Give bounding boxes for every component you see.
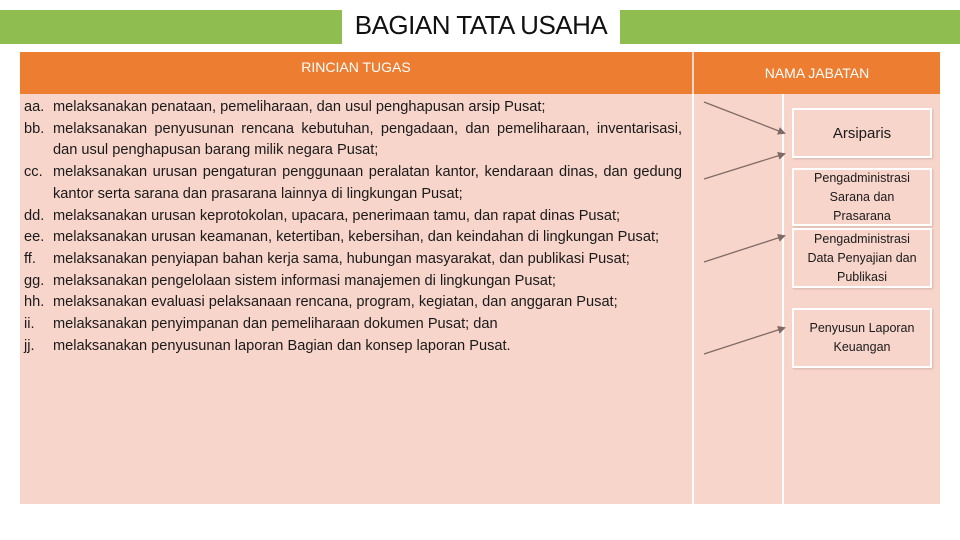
header-positions	[694, 52, 940, 94]
task-label: ee.	[24, 229, 45, 246]
list-item	[24, 162, 682, 205]
list-item	[24, 227, 682, 249]
position-label: Arsiparis	[832, 124, 892, 142]
task-label: aa.	[24, 99, 45, 115]
position-box-arsiparis	[792, 108, 932, 158]
task-label: ff.	[24, 250, 36, 267]
connector-arrows	[700, 96, 790, 366]
task-label: hh.	[24, 294, 45, 311]
task-label: ii.	[24, 316, 35, 333]
header-tasks	[20, 52, 692, 94]
list-item	[24, 249, 682, 271]
task-text: melaksanakan penyusunan rencana kebutuhan, pengadaan, dan pemeliharaan, inventarisasi, dan usul penghapusan barang milik negara Pusat;	[53, 120, 682, 159]
position-label: Pengadministrasi Data Penyajian dan Publikasi	[807, 231, 917, 284]
arrow-to-publikasi	[704, 236, 784, 262]
position-label: Penyusun Laporan Keuangan	[809, 321, 915, 354]
task-text: melaksanakan urusan pengaturan penggunaan peralatan kantor, kendaraan dinas, dan gedung kantor serta sarana dan prasarana lainnya di lingkungan Pusat;	[53, 164, 682, 202]
arrow-to-arsiparis	[704, 102, 784, 133]
task-list	[24, 97, 682, 357]
list-item	[24, 206, 682, 228]
position-box-sarana	[792, 168, 932, 226]
column-divider-1	[692, 94, 694, 504]
task-text: melaksanakan penataan, pemeliharaan, dan usul penghapusan arsip Pusat;	[53, 99, 546, 115]
page-title: BAGIAN TATA USAHA	[342, 6, 620, 44]
list-item	[24, 97, 682, 119]
arrow-to-sarana	[704, 154, 784, 179]
list-item	[24, 314, 682, 336]
list-item	[24, 292, 682, 314]
header-tasks-label: RINCIAN TUGAS	[301, 59, 411, 75]
task-label: cc.	[24, 164, 43, 181]
position-label: Pengadministrasi Sarana dan Prasarana	[814, 170, 910, 223]
list-item	[24, 119, 682, 162]
position-box-keuangan	[792, 308, 932, 368]
task-text: melaksanakan penyiapan bahan kerja sama, hubungan masyarakat, dan publikasi Pusat;	[53, 250, 630, 267]
task-label: bb.	[24, 120, 45, 137]
task-label: gg.	[24, 272, 45, 289]
list-item	[24, 271, 682, 293]
arrow-to-keuangan	[704, 328, 784, 354]
list-item	[24, 336, 682, 358]
task-label: dd.	[24, 207, 45, 224]
task-text: melaksanakan urusan keamanan, ketertiban, kebersihan, dan keindahan di lingkungan Pusat;	[53, 229, 660, 246]
task-text: melaksanakan urusan keprotokolan, upacara, penerimaan tamu, dan rapat dinas Pusat;	[53, 207, 621, 224]
header-positions-label: NAMA JABATAN	[764, 65, 870, 81]
task-text: melaksanakan pengelolaan sistem informasi manajemen di lingkungan Pusat;	[53, 272, 556, 289]
task-text: melaksanakan penyusunan laporan Bagian dan konsep laporan Pusat.	[53, 337, 511, 354]
position-box-publikasi	[792, 228, 932, 288]
task-text: melaksanakan evaluasi pelaksanaan rencana, program, kegiatan, dan anggaran Pusat;	[53, 294, 618, 311]
task-text: melaksanakan penyimpanan dan pemeliharaan dokumen Pusat; dan	[53, 316, 498, 333]
task-label: jj.	[24, 337, 35, 354]
